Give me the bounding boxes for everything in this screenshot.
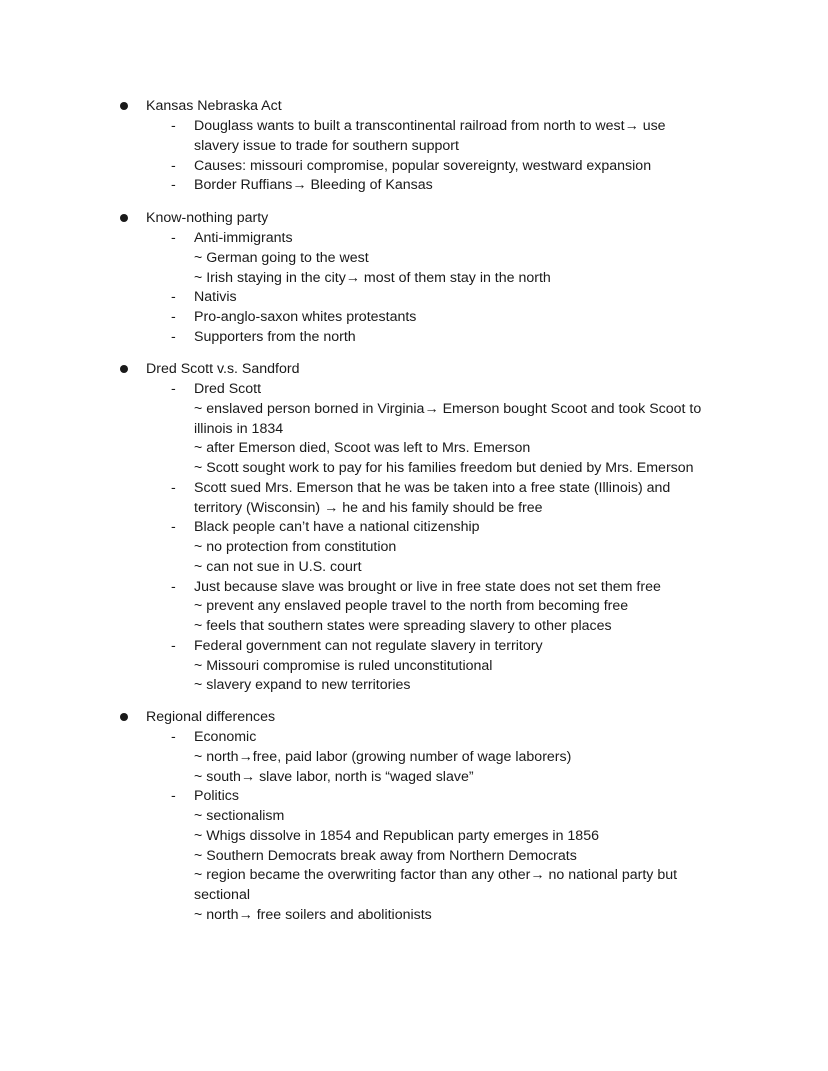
list-item: Just because slave was brought or live in free state does not set them free [194, 578, 661, 595]
list-item: Black people can’t have a national citizenship [194, 519, 480, 536]
list-item: Border Ruffians→ Bleeding of Kansas [194, 177, 433, 194]
list-item-detail: ~ slavery expand to new territories [194, 677, 411, 694]
bullet-icon [120, 214, 128, 222]
list-item: Causes: missouri compromise, popular sovereignty, westward expansion [194, 157, 652, 174]
dash-marker: - [171, 381, 176, 397]
dash-marker: - [171, 729, 176, 745]
list-item: Politics [194, 788, 239, 805]
list-item-detail: ~ can not sue in U.S. court [194, 558, 362, 575]
section-heading: Regional differences [146, 709, 276, 725]
list-item: Dred Scott [194, 381, 262, 397]
list-item-detail: slavery issue to trade for southern support [194, 137, 459, 154]
list-item-detail: ~ feels that southern states were spreading slavery to other places [194, 618, 612, 634]
list-item: Douglass wants to built a transcontinental railroad from north to west→ use [194, 118, 666, 134]
dash-marker: - [171, 328, 176, 345]
bullet-icon [120, 365, 128, 373]
list-item-detail: ~ after Emerson died, Scoot was left to Mrs. Emerson [194, 440, 531, 457]
list-item: Supporters from the north [194, 328, 356, 345]
list-item-detail: ~ prevent any enslaved people travel to the north from becoming free [194, 598, 629, 615]
bullet-icon [120, 102, 128, 110]
list-item: Scott sued Mrs. Emerson that he was be taken into a free state (Illinois) and [194, 479, 671, 496]
list-item: Anti-immigrants [194, 230, 293, 246]
list-item-detail: ~ no protection from constitution [194, 539, 397, 555]
section-heading: Dred Scott v.s. Sandford [146, 361, 300, 377]
dash-marker: - [171, 479, 176, 496]
list-item-detail: illinois in 1834 [194, 420, 284, 437]
dash-marker: - [171, 289, 176, 306]
dash-marker: - [171, 637, 176, 654]
list-item: Nativis [194, 289, 237, 306]
dash-marker: - [171, 157, 176, 174]
dash-marker: - [171, 578, 176, 595]
list-item-detail: ~ north→ free soilers and abolitionists [194, 906, 432, 923]
list-item-detail: ~ enslaved person borned in Virginia→ Emerson bought Scoot and took Scoot to [194, 400, 702, 417]
list-item-detail: ~ north→free, paid labor (growing number of wage laborers) [194, 748, 572, 765]
dash-marker: - [171, 177, 176, 194]
list-item-detail: ~ sectionalism [194, 808, 285, 824]
dash-marker: - [171, 788, 176, 805]
list-item: Economic [194, 729, 257, 745]
list-item-detail: ~ Irish staying in the city→ most of them stay in the north [194, 269, 551, 286]
list-item-detail: ~ German going to the west [194, 249, 369, 266]
list-item-detail: ~ Missouri compromise is ruled unconstitutional [194, 657, 493, 674]
list-item-detail: territory (Wisconsin) → he and his family should be free [194, 499, 543, 516]
section-heading: Kansas Nebraska Act [146, 98, 282, 114]
dash-marker: - [171, 519, 176, 536]
list-item-detail: sectional [194, 887, 250, 903]
list-item-detail: ~ Southern Democrats break away from Northern Democrats [194, 847, 577, 864]
dash-marker: - [171, 118, 176, 134]
list-item: Federal government can not regulate slavery in territory [194, 637, 543, 654]
dash-marker: - [171, 230, 176, 246]
list-item-detail: ~ region became the overwriting factor than any other→ no national party but [194, 867, 678, 884]
list-item: Pro-anglo-saxon whites protestants [194, 309, 417, 325]
section-heading: Know-nothing party [146, 210, 269, 226]
list-item-detail: ~ Whigs dissolve in 1854 and Republican party emerges in 1856 [194, 827, 599, 844]
bullet-icon [120, 713, 128, 721]
list-item-detail: ~ south→ slave labor, north is “waged slave” [194, 768, 474, 785]
dash-marker: - [171, 309, 176, 325]
list-item-detail: ~ Scott sought work to pay for his families freedom but denied by Mrs. Emerson [194, 460, 694, 476]
